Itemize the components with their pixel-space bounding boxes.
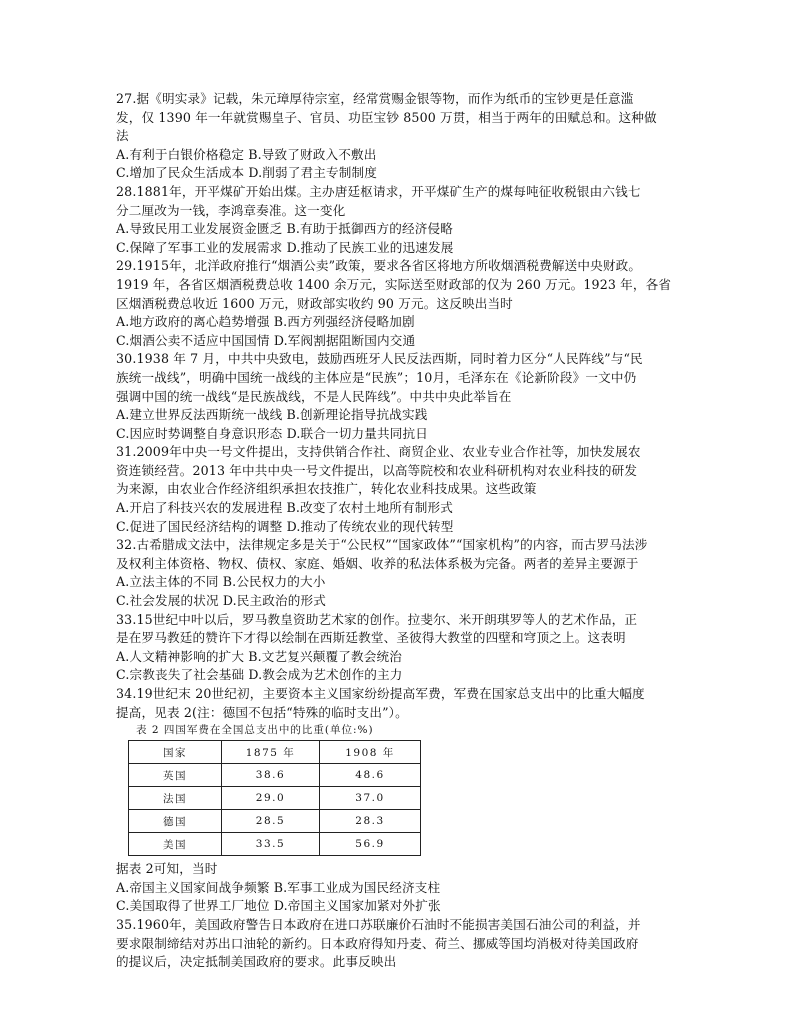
- table-header-row: [129, 741, 421, 764]
- question-28: [116, 183, 686, 257]
- question-text: 33.15世纪中叶以后，罗马教皇资助艺术家的创作。拉斐尔、米开朗琪罗等人的艺术作品，正: [116, 611, 638, 627]
- answer-options: C.宗教丧失了社会基础 D.教会成为艺术创作的主力: [116, 667, 403, 683]
- question-text: 是在罗马教廷的赞许下才得以绘制在西斯廷教堂、圣彼得大教堂的四壁和穹顶之上。这表明: [116, 630, 626, 646]
- question-text: 及权利主体资格、物权、债权、家庭、婚姻、收养的私法体系极为完备。两者的差异主要源于: [116, 555, 639, 571]
- military-spending-table: [128, 740, 421, 856]
- question-32: [116, 536, 686, 610]
- table-header-cell: 1875 年: [222, 741, 320, 764]
- question-text: 32.古希腊成文法中，法律规定多是关于“公民权”“国家政体”“国家机构”的内容，而古罗马法涉: [116, 537, 648, 553]
- question-text: 30.1938 年 7 月，中共中央致电，鼓励西班牙人民反法西斯，同时着力区分“人民阵线”与“民: [116, 351, 643, 367]
- answer-options: A.帝国主义国家间战争频繁 B.军事工业成为国民经济支柱: [116, 879, 441, 895]
- question-text: 要求限制缔结对苏出口油轮的新约。日本政府得知丹麦、荷兰、挪威等国均消极对待美国政府: [116, 935, 639, 951]
- question-text: 28.1881年，开平煤矿开始出煤。主办唐廷枢请求，开平煤矿生产的煤每吨征收税银由六钱七: [116, 183, 641, 199]
- answer-options: C.烟酒公卖不适应中国国情 D.军阀割据阻断国内交通: [116, 332, 416, 348]
- answer-options: C.因应时势调整自身意识形态 D.联合一切力量共同抗日: [116, 425, 428, 441]
- question-text: 法: [116, 128, 129, 144]
- question-27: [116, 90, 686, 183]
- table-cell: 美国: [129, 833, 222, 856]
- question-34: [116, 685, 686, 916]
- question-text: 的提议后，决定抵制美国政府的要求。此事反映出: [116, 954, 397, 970]
- table-cell: 33.5: [222, 833, 320, 856]
- question-31: [116, 443, 686, 536]
- answer-options: C.美国取得了世界工厂地位 D.帝国主义国家加紧对外扩张: [116, 898, 441, 914]
- question-text: 34.19世纪末 20世纪初，主要资本主义国家纷纷提高军费，军费在国家总支出中的比重大幅度: [116, 686, 645, 701]
- question-text: 发，仅 1390 年一年就赏赐皇子、官员、功臣宝钞 8500 万贯，相当于两年的田赋总和。这种做: [116, 109, 657, 125]
- table-row: [129, 833, 421, 856]
- question-30: [116, 350, 686, 443]
- question-text: 强调中国的统一战线“是民族战线，不是人民阵线”。中共中央此举旨在: [116, 388, 512, 404]
- answer-options: A.有利于白银价格稳定 B.导致了财政入不敷出: [116, 146, 377, 162]
- table-cell: 德国: [129, 810, 222, 833]
- question-text: 35.1960年，美国政府警告日本政府在进口苏联廉价石油时不能损害美国石油公司的利益，并: [116, 916, 641, 932]
- question-text: 族统一战线”，明确中国统一战线的主体应是“民族”；10月，毛泽东在《论新阶段》一文中仍: [116, 369, 637, 385]
- table-cell: 英国: [129, 764, 222, 787]
- question-35: [116, 916, 686, 972]
- table-caption: 表 2 四国军费在全国总支出中的比重(单位:%): [136, 724, 374, 737]
- answer-options: A.地方政府的离心趋势增强 B.西方列强经济侵略加剧: [116, 314, 415, 330]
- answer-options: C.增加了民众生活成本 D.削弱了君主专制制度: [116, 165, 377, 181]
- question-text: 据表 2可知，当时: [116, 861, 218, 877]
- table-cell: 37.0: [320, 787, 421, 810]
- question-29: [116, 257, 686, 350]
- table-cell: 29.0: [222, 787, 320, 810]
- answer-options: A.导致民用工业发展资金匮乏 B.有助于抵御西方的经济侵略: [116, 221, 453, 237]
- question-text: 29.1915年，北洋政府推行“烟酒公卖”政策，要求各省区将地方所收烟酒税费解送中央财政。: [116, 258, 642, 274]
- table-cell: 28.3: [320, 810, 421, 833]
- answer-options: C.社会发展的状况 D.民主政治的形式: [116, 593, 327, 609]
- answer-options: A.开启了科技兴农的发展进程 B.改变了农村土地所有制形式: [116, 500, 453, 516]
- table-header-cell: 国家: [129, 741, 222, 764]
- question-text: 分二厘改为一钱，李鸿章奏准。这一变化: [116, 202, 346, 218]
- table-row: [129, 764, 421, 787]
- question-33: [116, 611, 686, 685]
- question-text: 27.据《明实录》记载，朱元璋厚待宗室，经常赏赐金银等物，而作为纸币的宝钞更是任意滥: [116, 91, 634, 106]
- answer-options: C.保障了军事工业的发展需求 D.推动了民族工业的迅速发展: [116, 239, 454, 255]
- table-row: [129, 810, 421, 833]
- answer-options: A.立法主体的不同 B.公民权力的大小: [116, 574, 326, 590]
- table-cell: 56.9: [320, 833, 421, 856]
- question-text: 31.2009年中央一号文件提出，支持供销合作社、商贸企业、农业专业合作社等，加快发展农: [116, 444, 641, 460]
- question-text: 资连锁经营。2013 年中共中央一号文件提出，以高等院校和农业科研机构对农业科技的研发: [116, 462, 638, 478]
- answer-options: A.人文精神影响的扩大 B.文艺复兴颠覆了教会统治: [116, 648, 402, 664]
- table-header-cell: 1908 年: [320, 741, 421, 764]
- answer-options: A.建立世界反法西斯统一战线 B.创新理论指导抗战实践: [116, 407, 428, 423]
- answer-options: C.促进了国民经济结构的调整 D.推动了传统农业的现代转型: [116, 518, 454, 534]
- question-text: 为来源，由农业合作经济组织承担农技推广，转化农业科技成果。这些政策: [116, 481, 537, 497]
- table-cell: 法国: [129, 787, 222, 810]
- exam-page: [116, 90, 686, 972]
- table-cell: 48.6: [320, 764, 421, 787]
- table-row: [129, 787, 421, 810]
- question-text: 提高，见表 2(注：德国不包括“特殊的临时支出”）。: [116, 704, 408, 720]
- question-text: 1919 年，各省区烟酒税费总收 1400 余万元，实际送至财政部的仅为 260 万元。1923 年，各省: [116, 276, 672, 292]
- table-cell: 28.5: [222, 810, 320, 833]
- question-text: 区烟酒税费总收近 1600 万元，财政部实收约 90 万元。这反映出当时: [116, 295, 513, 311]
- table-cell: 38.6: [222, 764, 320, 787]
